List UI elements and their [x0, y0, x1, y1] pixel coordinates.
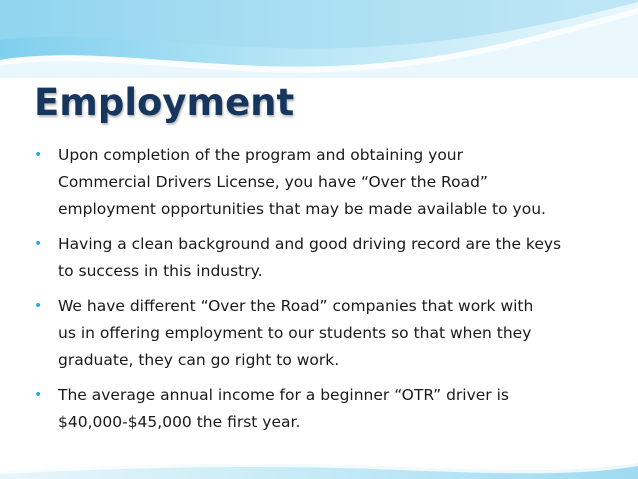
bullet-item [34, 293, 634, 374]
bullet-line: graduate, they can go right to work. [58, 351, 340, 369]
bullet-line: $40,000-$45,000 the first year. [58, 413, 301, 431]
bullet-line: to success in this industry. [58, 262, 263, 280]
bullet-marker: • [34, 236, 43, 252]
bullet-line: employment opportunities that may be made available to you. [58, 200, 546, 218]
bottom-wave-decoration [0, 457, 638, 479]
bullet-item [34, 382, 634, 436]
bullet-line: Having a clean background and good driving record are the keys [58, 235, 562, 253]
bullet-marker: • [34, 147, 43, 163]
slide-title: Employment [34, 81, 295, 124]
bullet-line: Commercial Drivers License, you have “Over the Road” [58, 173, 488, 191]
bullet-list [34, 142, 634, 444]
bullet-item [34, 231, 634, 285]
bullet-marker: • [34, 298, 43, 314]
top-wave-decoration [0, 0, 638, 78]
bullet-line: Upon completion of the program and obtaining your [58, 146, 464, 164]
bullet-line: The average annual income for a beginner “OTR” driver is [58, 386, 509, 404]
bullet-line: us in offering employment to our students so that when they [58, 324, 532, 342]
bullet-marker: • [34, 387, 43, 403]
bullet-item [34, 142, 634, 223]
bullet-line: We have different “Over the Road” companies that work with [58, 297, 534, 315]
